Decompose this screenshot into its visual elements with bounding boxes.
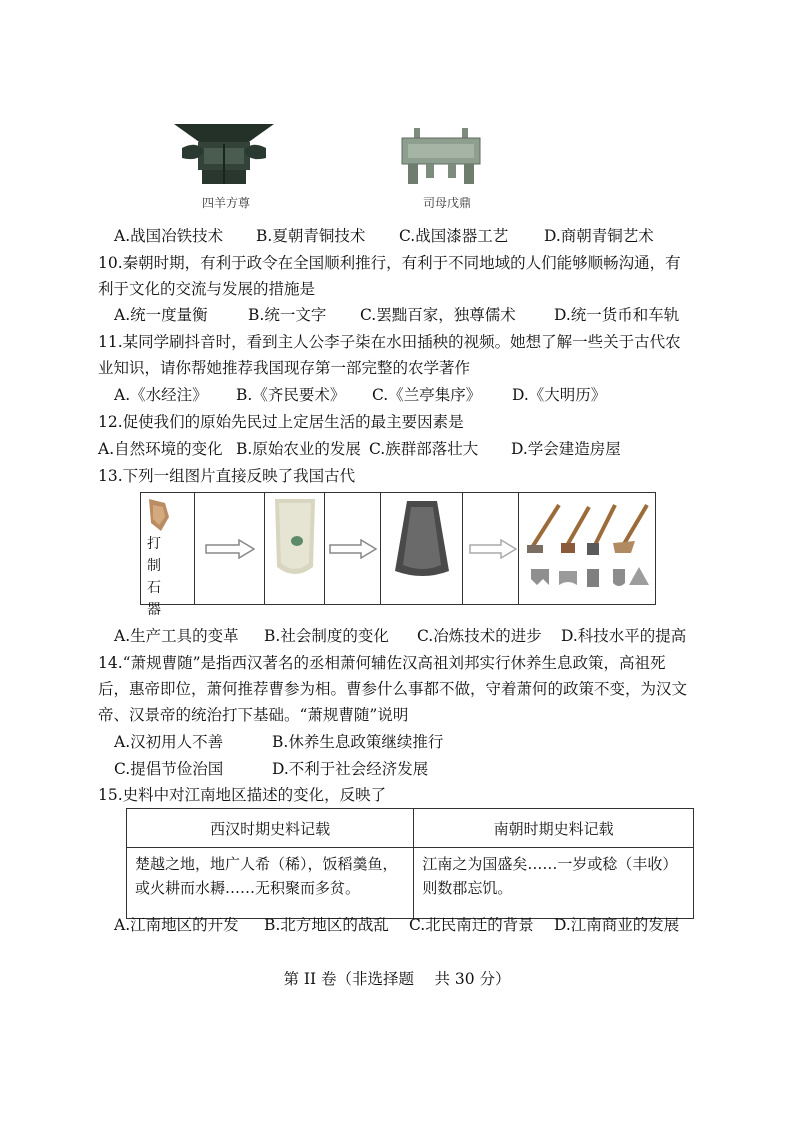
q9-option-d[interactable]: D.商朝青铜艺术: [544, 227, 654, 245]
q12-option-c[interactable]: C.族群部落壮大: [369, 440, 479, 458]
q11-option-b[interactable]: B.《齐民要术》: [236, 386, 346, 404]
iron-tools-image: [525, 499, 651, 593]
bronze-tool-image: [389, 499, 455, 583]
chipped-stone-label: 打制石器: [147, 536, 169, 618]
southern-dynasties-record-line1: 江南之为国盛矣……一岁或稔（丰收）: [422, 855, 678, 873]
q11-stem-line1: 11.某同学刷抖音时，看到主人公李子柒在水田插秧的视频。她想了解一些关于古代农: [98, 333, 681, 351]
table-row: [127, 848, 694, 919]
q14-stem-line1: 14.“萧规曹随”是指西汉著名的丞相萧何辅佐汉高祖刘邦实行休养生息政策，高祖死: [98, 654, 666, 672]
right-arrow-icon: [329, 539, 377, 559]
q15-option-a[interactable]: A.江南地区的开发: [114, 916, 239, 934]
q12-stem: 12.促使我们的原始先民过上定居生活的最主要因素是: [98, 413, 464, 431]
q11-option-d[interactable]: D.《大明历》: [512, 386, 607, 404]
q14-option-b[interactable]: B.休养生息政策继续推行: [272, 733, 444, 751]
western-han-record-line2: 或火耕而水耨……无积聚而多贫。: [135, 879, 361, 897]
q13-option-b[interactable]: B.社会制度的变化: [264, 627, 389, 645]
right-arrow-icon: [469, 539, 517, 559]
q9-option-b[interactable]: B.夏朝青铜技术: [256, 227, 366, 245]
q15-option-d[interactable]: D.江南商业的发展: [554, 916, 680, 934]
q15-option-c[interactable]: C.北民南迁的背景: [409, 916, 534, 934]
q12-option-b[interactable]: B.原始农业的发展: [236, 440, 361, 458]
q10-stem-line1: 10.秦朝时期，有利于政令在全国顺利推行，有利于不同地域的人们能够顺畅沟通，有: [98, 254, 681, 272]
section-title: 第 II 卷（非选择题 共 30 分）: [283, 970, 511, 988]
arrow-cell-2: [325, 493, 381, 604]
q10-option-c[interactable]: C.罢黜百家，独尊儒术: [360, 306, 516, 324]
q15-source-table: [126, 808, 694, 919]
q14-option-d[interactable]: D.不利于社会经济发展: [272, 760, 429, 778]
q11-stem-line2: 业知识，请你帮她推荐我国现存第一部完整的农学著作: [98, 359, 471, 377]
four-goat-square-zun-image: [168, 118, 280, 188]
q14-option-a[interactable]: A.汉初用人不善: [114, 733, 224, 751]
right-arrow-icon: [205, 539, 255, 559]
arrow-cell-1: [195, 493, 265, 604]
simuwu-ding-image: [398, 126, 484, 188]
q10-option-d[interactable]: D.统一货币和车轨: [554, 306, 680, 324]
q14-option-c[interactable]: C.提倡节俭治国: [114, 760, 224, 778]
southern-dynasties-record-line2: 则数郡忘饥。: [422, 879, 513, 897]
chipped-stone-image: [147, 497, 171, 533]
q9-option-c[interactable]: C.战国漆器工艺: [399, 227, 509, 245]
q10-option-a[interactable]: A.统一度量衡: [114, 306, 208, 324]
chipped-stone-cell: [141, 493, 195, 618]
q11-option-c[interactable]: C.《兰亭集序》: [372, 386, 482, 404]
table-header-row: [127, 809, 694, 848]
western-han-record-line1: 楚越之地，地广人希（稀），饭稻羹鱼，: [135, 855, 398, 873]
q13-stem: 13.下列一组图片直接反映了我国古代: [98, 467, 356, 485]
q15-stem: 15.史料中对江南地区描述的变化，反映了: [98, 786, 387, 804]
q13-option-c[interactable]: C.冶炼技术的进步: [417, 627, 542, 645]
q10-stem-line2: 利于文化的交流与发展的措施是: [98, 280, 316, 298]
table-header-western-han: 西汉时期史料记载: [127, 809, 414, 848]
southern-dynasties-record: [414, 848, 694, 919]
polished-stone-image: [269, 497, 321, 583]
q13-option-a[interactable]: A.生产工具的变革: [114, 627, 239, 645]
q10-option-b[interactable]: B.统一文字: [248, 306, 327, 324]
caption-simuwu-ding: 司母戊鼎: [423, 196, 472, 210]
bronze-tool-cell: [381, 493, 463, 604]
western-han-record: [127, 848, 414, 919]
table-header-southern-dynasties: 南朝时期史料记载: [414, 809, 694, 848]
q14-stem-line2: 后，惠帝即位，萧何推荐曹参为相。曹参什么事都不做，守着萧何的政策不变，为汉文: [98, 680, 688, 698]
q15-option-b[interactable]: B.北方地区的战乱: [264, 916, 389, 934]
q11-option-a[interactable]: A.《水经注》: [114, 386, 208, 404]
q12-option-a[interactable]: A.自然环境的变化: [98, 440, 223, 458]
arrow-cell-3: [463, 493, 519, 604]
tool-evolution-strip: [140, 492, 656, 618]
q13-option-d[interactable]: D.科技水平的提高: [561, 627, 687, 645]
iron-tools-cell: [519, 493, 655, 604]
caption-four-goat-zun: 四羊方尊: [202, 196, 251, 210]
q12-option-d[interactable]: D.学会建造房屋: [511, 440, 621, 458]
q9-option-a[interactable]: A.战国冶铁技术: [114, 227, 224, 245]
polished-stone-cell: [265, 493, 325, 604]
q14-stem-line3: 帝、汉景帝的统治打下基础。“萧规曹随”说明: [98, 706, 409, 724]
